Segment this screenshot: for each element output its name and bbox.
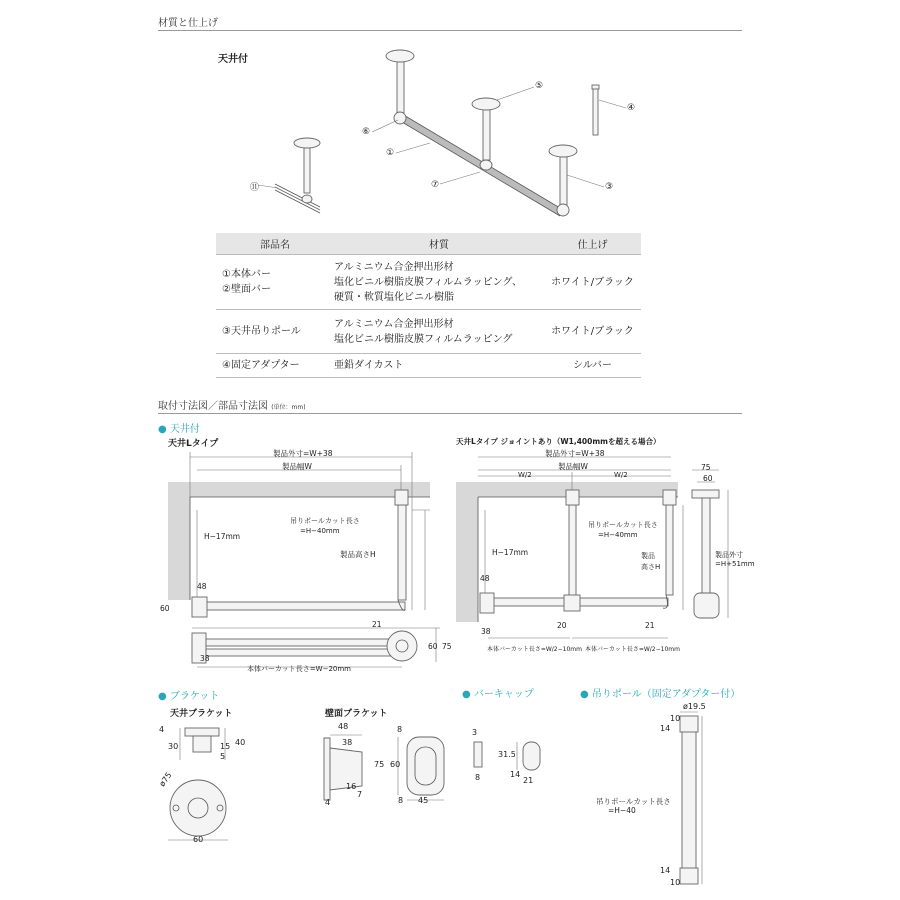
outer-width-label-2: 製品外寸=W+38 bbox=[545, 449, 605, 458]
col-header-part: 部品名 bbox=[216, 233, 334, 255]
pole-heading: ● 吊りポール（固定アダプター付） bbox=[580, 689, 741, 700]
wall-bracket-label: 壁面ブラケット bbox=[325, 709, 388, 719]
bracket-heading: ● ブラケット bbox=[158, 691, 220, 702]
wb-dim-38: 38 bbox=[342, 738, 353, 747]
dim-21: 21 bbox=[372, 620, 382, 629]
wb-dim-7: 7 bbox=[357, 790, 363, 799]
callout-5: ⑤ bbox=[535, 81, 544, 91]
body-cut-label: 本体バーカット長さ=W−20mm bbox=[247, 665, 351, 673]
dim-60-2: 60 bbox=[703, 474, 713, 483]
cb-dim-15: 15 bbox=[220, 742, 231, 751]
cb-phi75: ø75 bbox=[157, 770, 174, 789]
type-l-joint-label: 天井Lタイプ ジョイントあり（W1,400mmを超える場合） bbox=[456, 437, 661, 446]
h17-label-2: H−17mm bbox=[492, 548, 529, 557]
dim-48: 48 bbox=[197, 582, 207, 591]
dim-75: 75 bbox=[442, 642, 452, 651]
pole-cut-label-part: 吊りポールカット長さ bbox=[596, 797, 671, 806]
unit-note: (単位：mm) bbox=[271, 404, 306, 411]
cap-dim-8: 8 bbox=[475, 773, 481, 782]
pole-cut-value-2: =H−40mm bbox=[598, 531, 638, 539]
bar-cap-front bbox=[523, 742, 540, 770]
cap-dim-31-5: 31.5 bbox=[498, 750, 516, 759]
cb-dim-4: 4 bbox=[159, 725, 165, 734]
cb-dim-60: 60 bbox=[193, 835, 204, 844]
wall-hatch-2 bbox=[456, 482, 478, 622]
wb-dim-8b: 8 bbox=[398, 796, 404, 805]
callout-4: ④ bbox=[627, 103, 636, 113]
material-line: アルミニウム合金押出形材 bbox=[334, 318, 454, 330]
wb-dim-16: 16 bbox=[346, 782, 357, 791]
pole-cut-value: =H−40mm bbox=[300, 527, 340, 535]
callout-6: ⑥ bbox=[362, 127, 371, 137]
section-title-material: 材質と仕上げ bbox=[158, 18, 218, 29]
cap-dim-3: 3 bbox=[472, 728, 478, 737]
dim-60b: 60 bbox=[428, 642, 438, 651]
wb-dim-4: 4 bbox=[325, 798, 331, 807]
wall-hatch bbox=[168, 482, 190, 600]
part-name: ④固定アダプター bbox=[216, 354, 334, 378]
wall-bracket-front bbox=[407, 737, 444, 795]
pole-dim-10a: 10 bbox=[670, 714, 681, 723]
wb-dim-75: 75 bbox=[374, 760, 385, 769]
width-label-2: 製品幅W bbox=[558, 462, 588, 471]
finish-value: ホワイト/ブラック bbox=[544, 255, 641, 310]
outer-height-label: 製品外寸 bbox=[715, 551, 743, 559]
outer-width-label: 製品外寸=W+38 bbox=[273, 449, 333, 458]
pole-cut-value-part: =H−40 bbox=[608, 806, 636, 815]
cap-dim-14: 14 bbox=[510, 770, 521, 779]
dim-21-2: 21 bbox=[645, 621, 655, 630]
width-label: 製品幅W bbox=[282, 462, 312, 471]
dim-38: 38 bbox=[200, 654, 210, 663]
pole-cut-label: 吊りポールカット長さ bbox=[290, 517, 360, 525]
dim-20: 20 bbox=[557, 621, 567, 630]
part-name: ③天井吊りポール bbox=[216, 310, 334, 354]
cap-dim-21: 21 bbox=[523, 776, 534, 785]
material-line: 硬質・軟質塩化ビニル樹脂 bbox=[334, 291, 454, 303]
pole-side bbox=[682, 720, 696, 880]
type-l-label: 天井Lタイプ bbox=[168, 439, 219, 449]
outer-height-value: =H+51mm bbox=[715, 560, 755, 568]
finish-value: シルバー bbox=[544, 354, 641, 378]
dimensions-title: 取付寸法図／部品寸法図 bbox=[158, 401, 268, 412]
callout-7: ⑦ bbox=[431, 180, 440, 190]
callout-1: ① bbox=[386, 148, 395, 158]
wb-dim-48: 48 bbox=[338, 722, 349, 731]
bar-cap-heading: ● バーキャップ bbox=[462, 689, 534, 700]
wb-dim-8a: 8 bbox=[397, 725, 403, 734]
pole-phi19-5: ø19.5 bbox=[683, 702, 706, 711]
cb-dim-5: 5 bbox=[220, 752, 226, 761]
ceiling-type-label: 天井付 bbox=[218, 54, 248, 65]
cb-dim-40: 40 bbox=[235, 738, 246, 747]
dim-75-2: 75 bbox=[701, 463, 711, 472]
ceiling-hatch bbox=[168, 482, 430, 497]
material-line: 塩化ビニル樹脂皮膜フィルムラッピング、 bbox=[334, 276, 522, 288]
callout-3: ③ bbox=[605, 182, 614, 192]
ceiling-bracket-side bbox=[185, 728, 219, 736]
col-header-finish: 仕上げ bbox=[544, 233, 641, 255]
col-header-material: 材質 bbox=[334, 233, 544, 255]
dim-48-2: 48 bbox=[480, 574, 490, 583]
h17-label: H−17mm bbox=[204, 532, 241, 541]
ceiling-heading: ● 天井付 bbox=[158, 424, 200, 435]
finish-value: ホワイト/ブラック bbox=[544, 310, 641, 354]
bar-cap-side bbox=[474, 742, 482, 767]
pole-cut-label-2: 吊りポールカット長さ bbox=[588, 521, 658, 529]
product-height-label: 製品高さH bbox=[340, 550, 376, 559]
pole-dim-14a: 14 bbox=[660, 724, 671, 733]
pole-dim-10b: 10 bbox=[670, 878, 681, 887]
product-height-short: 製品 bbox=[641, 552, 655, 560]
dim-38-2: 38 bbox=[481, 627, 491, 636]
product-height-short2: 高さH bbox=[641, 563, 661, 571]
half-w-right: W/2 bbox=[614, 471, 628, 479]
wall-bracket-side bbox=[324, 738, 330, 800]
pole-dim-14b: 14 bbox=[660, 866, 671, 875]
part-name: ①本体バー bbox=[222, 269, 271, 280]
ceiling-bracket-label: 天井ブラケット bbox=[170, 709, 233, 719]
dim-60: 60 bbox=[160, 604, 170, 613]
material-line: 亜鉛ダイカスト bbox=[334, 354, 544, 378]
wb-dim-60: 60 bbox=[390, 760, 401, 769]
body-cut-half-1: 本体バーカット長さ=W/2−10mm bbox=[487, 646, 582, 653]
material-line: 塩化ビニル樹脂皮膜フィルムラッピング bbox=[334, 333, 513, 345]
half-w-left: W/2 bbox=[518, 471, 532, 479]
wb-dim-45: 45 bbox=[418, 796, 429, 805]
ceiling-bracket-top bbox=[170, 780, 226, 836]
body-cut-half-2: 本体バーカット長さ=W/2−10mm bbox=[585, 646, 680, 653]
part-name: ②壁面バー bbox=[222, 284, 271, 295]
material-line: アルミニウム合金押出形材 bbox=[334, 261, 454, 273]
callout-11: ⑪ bbox=[250, 183, 260, 193]
cb-dim-30: 30 bbox=[168, 742, 179, 751]
